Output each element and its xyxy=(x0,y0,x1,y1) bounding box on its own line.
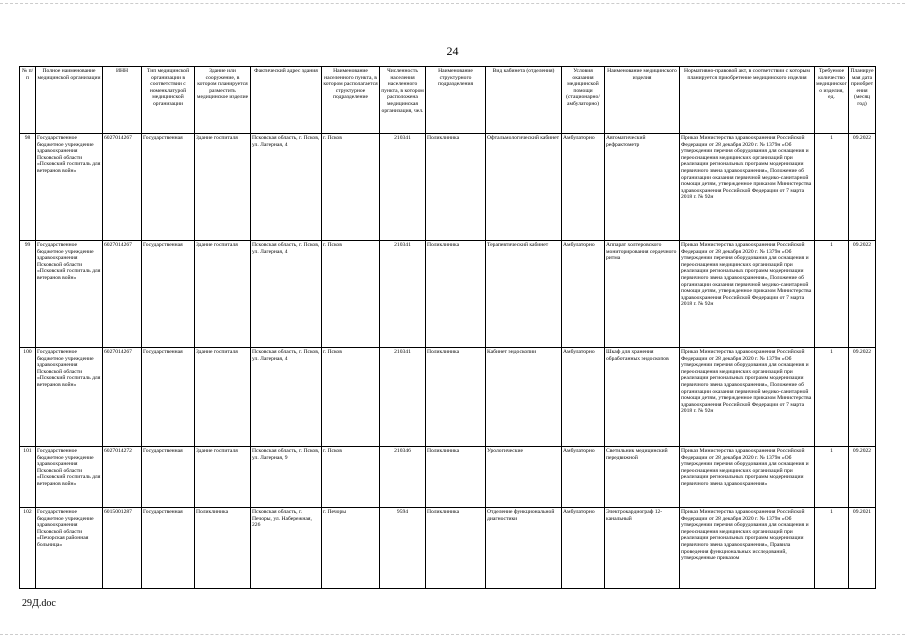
table-row xyxy=(20,508,876,589)
header-act: Нормативно-правовой акт, в соответствии с которым планируется приобретение медицинского изделия xyxy=(680,67,815,134)
cell-act: Приказ Министерства здравоохранения Российской Федерации от 28 декабря 2020 г. № 1379н «Об утверждении перечня оборудования для оснащения и переоснащения медицинских организаций при реализации региональных программ модернизации первичного звена здравоохранения», Положение об организации оказания первичной медико-санитарной помощи детям, утвержденное приказом Министерства здравоохранения Российской Федерации от 7 марта 2018 г. № 92н xyxy=(680,348,815,447)
cell-locality: г. Псков xyxy=(322,348,380,447)
cell-locality: г. Псков xyxy=(322,134,380,241)
cell-building: Здание госпиталя xyxy=(195,134,251,241)
cell-conditions: Амбулаторно xyxy=(562,508,605,589)
cell-date: 09.2022 xyxy=(849,241,876,348)
cell-act: Приказ Министерства здравоохранения Российской Федерации от 28 декабря 2020 г. № 1379н «Об утверждении перечня оборудования для оснащения и переоснащения медицинских организаций при реализации региональных программ модернизации первичного звена здравоохранения» xyxy=(680,447,815,508)
cell-address: Псковская область, г. Псков, ул. Лагерная, 9 xyxy=(251,447,322,508)
cell-type: Государственная xyxy=(142,508,195,589)
cell-building: Здание госпиталя xyxy=(195,447,251,508)
cell-division: Поликлиника xyxy=(426,508,486,589)
cell-locality: г. Псков xyxy=(322,447,380,508)
cell-device: Электрокардиограф 12-канальный xyxy=(605,508,680,589)
cell-division: Поликлиника xyxy=(426,348,486,447)
cell-qty: 1 xyxy=(815,348,849,447)
cell-qty: 1 xyxy=(815,447,849,508)
cell-qty: 1 xyxy=(815,508,849,589)
cell-inn: 6027014267 xyxy=(103,348,142,447)
header-qty: Требуемое количество медицинского изделия, ед. xyxy=(815,67,849,134)
cell-population: 210341 xyxy=(380,134,426,241)
header-org: Полное наименование медицинской организации xyxy=(36,67,103,134)
cell-inn: 6015001287 xyxy=(103,508,142,589)
cell-room: Отделение функциональной диагностики xyxy=(486,508,562,589)
cell-building: Здание госпиталя xyxy=(195,348,251,447)
table-row xyxy=(20,348,876,447)
header-conditions: Условия оказания медицинской помощи (стационарно/амбулаторно) xyxy=(562,67,605,134)
cell-num: 100 xyxy=(20,348,36,447)
header-address: Фактический адрес здания xyxy=(251,67,322,134)
equipment-table-container xyxy=(19,66,875,589)
cell-org: Государственное бюджетное учреждение здравоохранения Псковской области «Псковский госпиталь для ветеранов войн» xyxy=(36,348,103,447)
cell-act: Приказ Министерства здравоохранения Российской Федерации от 28 декабря 2020 г. № 1379н «Об утверждении перечня оборудования для оснащения и переоснащения медицинских организаций при реализации региональных программ модернизации первичного звена здравоохранения», Правила проведения функциональных исследований, утвержденные приказом xyxy=(680,508,815,589)
cell-num: 101 xyxy=(20,447,36,508)
cell-population: 210341 xyxy=(380,241,426,348)
cell-room: Урологические xyxy=(486,447,562,508)
header-row xyxy=(20,67,876,134)
table-row xyxy=(20,134,876,241)
cell-qty: 1 xyxy=(815,134,849,241)
cell-address: Псковская область, г. Псков, ул. Лагерная, 4 xyxy=(251,134,322,241)
equipment-table xyxy=(19,66,876,589)
cell-org: Государственное бюджетное учреждение здравоохранения Псковской области «Псковский госпиталь для ветеранов войн» xyxy=(36,447,103,508)
cell-locality: г. Псков xyxy=(322,241,380,348)
cell-address: Псковская область, г. Псков, ул. Лагерная, 4 xyxy=(251,348,322,447)
cell-type: Государственная xyxy=(142,241,195,348)
header-population: Численность населения населенного пункта, в котором расположена медицинская организация, чел. xyxy=(380,67,426,134)
cell-address: Псковская область, г. Печоры, ул. Набережная, 226 xyxy=(251,508,322,589)
cell-population: 9594 xyxy=(380,508,426,589)
cell-conditions: Амбулаторно xyxy=(562,348,605,447)
header-type: Тип медицинской организации в соответствии с номенклатурой медицинской организации xyxy=(142,67,195,134)
cell-building: Поликлиника xyxy=(195,508,251,589)
cell-building: Здание госпиталя xyxy=(195,241,251,348)
cell-room: Офтальмологический кабинет xyxy=(486,134,562,241)
cell-act: Приказ Министерства здравоохранения Российской Федерации от 28 декабря 2020 г. № 1379н «Об утверждении перечня оборудования для оснащения и переоснащения медицинских организаций при реализации региональных программ модернизации первичного звена здравоохранения», Положение об организации оказания первичной медико-санитарной помощи детям, утвержденное приказом Министерства здравоохранения Российской Федерации от 7 марта 2018 г. № 92н xyxy=(680,134,815,241)
cell-inn: 6027014267 xyxy=(103,241,142,348)
cell-org: Государственное бюджетное учреждение здравоохранения Псковской области «Печорская районная больница» xyxy=(36,508,103,589)
footer-filename: 29Д.doc xyxy=(22,598,56,609)
cell-division: Поликлиника xyxy=(426,134,486,241)
cell-division: Поликлиника xyxy=(426,447,486,508)
cell-num: 102 xyxy=(20,508,36,589)
cell-date: 09.2022 xyxy=(849,447,876,508)
cell-conditions: Амбулаторно xyxy=(562,447,605,508)
cell-device: Шкаф для хранения обработанных эндоскопов xyxy=(605,348,680,447)
cell-type: Государственная xyxy=(142,134,195,241)
header-date: Планируемая дата приобретения (месяц год) xyxy=(849,67,876,134)
cell-room: Терапевтический кабинет xyxy=(486,241,562,348)
cell-date: 09.2022 xyxy=(849,134,876,241)
cell-date: 09.2021 xyxy=(849,508,876,589)
cell-device: Светильник медицинский передвижной xyxy=(605,447,680,508)
bottom-edge-line xyxy=(0,634,905,635)
table-row xyxy=(20,447,876,508)
top-edge-line xyxy=(0,3,905,4)
cell-type: Государственная xyxy=(142,447,195,508)
cell-conditions: Амбулаторно xyxy=(562,241,605,348)
cell-device: Аппарат холтеровского мониторирования сердечного ритма xyxy=(605,241,680,348)
cell-date: 09.2022 xyxy=(849,348,876,447)
header-device: Наименование медицинского изделия xyxy=(605,67,680,134)
cell-conditions: Амбулаторно xyxy=(562,134,605,241)
header-division: Наименование структурного подразделения xyxy=(426,67,486,134)
cell-type: Государственная xyxy=(142,348,195,447)
header-num: № п/п xyxy=(20,67,36,134)
cell-population: 210341 xyxy=(380,348,426,447)
cell-num: 98 xyxy=(20,134,36,241)
cell-inn: 6027014267 xyxy=(103,134,142,241)
cell-locality: г. Печоры xyxy=(322,508,380,589)
cell-num: 99 xyxy=(20,241,36,348)
header-locality: Наименование населенного пункта, в котором располагается структурное подразделение xyxy=(322,67,380,134)
cell-org: Государственное бюджетное учреждение здравоохранения Псковской области «Псковский госпиталь для ветеранов войн» xyxy=(36,134,103,241)
table-row xyxy=(20,241,876,348)
page-number: 24 xyxy=(446,44,459,58)
header-inn: ИНН xyxy=(103,67,142,134)
cell-population: 210346 xyxy=(380,447,426,508)
cell-act: Приказ Министерства здравоохранения Российской Федерации от 28 декабря 2020 г. № 1379н «Об утверждении перечня оборудования для оснащения и переоснащения медицинских организаций при реализации региональных программ модернизации первичного звена здравоохранения», Положение об организации оказания первичной медико-санитарной помощи детям, утвержденное приказом Министерства здравоохранения Российской Федерации от 7 марта 2018 г. № 92н xyxy=(680,241,815,348)
cell-division: Поликлиника xyxy=(426,241,486,348)
cell-qty: 1 xyxy=(815,241,849,348)
cell-room: Кабинет эндоскопии xyxy=(486,348,562,447)
cell-org: Государственное бюджетное учреждение здравоохранения Псковской области «Псковский госпиталь для ветеранов войн» xyxy=(36,241,103,348)
cell-device: Автоматический рефрактометр xyxy=(605,134,680,241)
header-room: Вид кабинета (отделения) xyxy=(486,67,562,134)
header-building: Здание или сооружение, в котором планируется разместить медицинское изделие xyxy=(195,67,251,134)
cell-address: Псковская область, г. Псков, ул. Лагерная, 4 xyxy=(251,241,322,348)
cell-inn: 6027014272 xyxy=(103,447,142,508)
